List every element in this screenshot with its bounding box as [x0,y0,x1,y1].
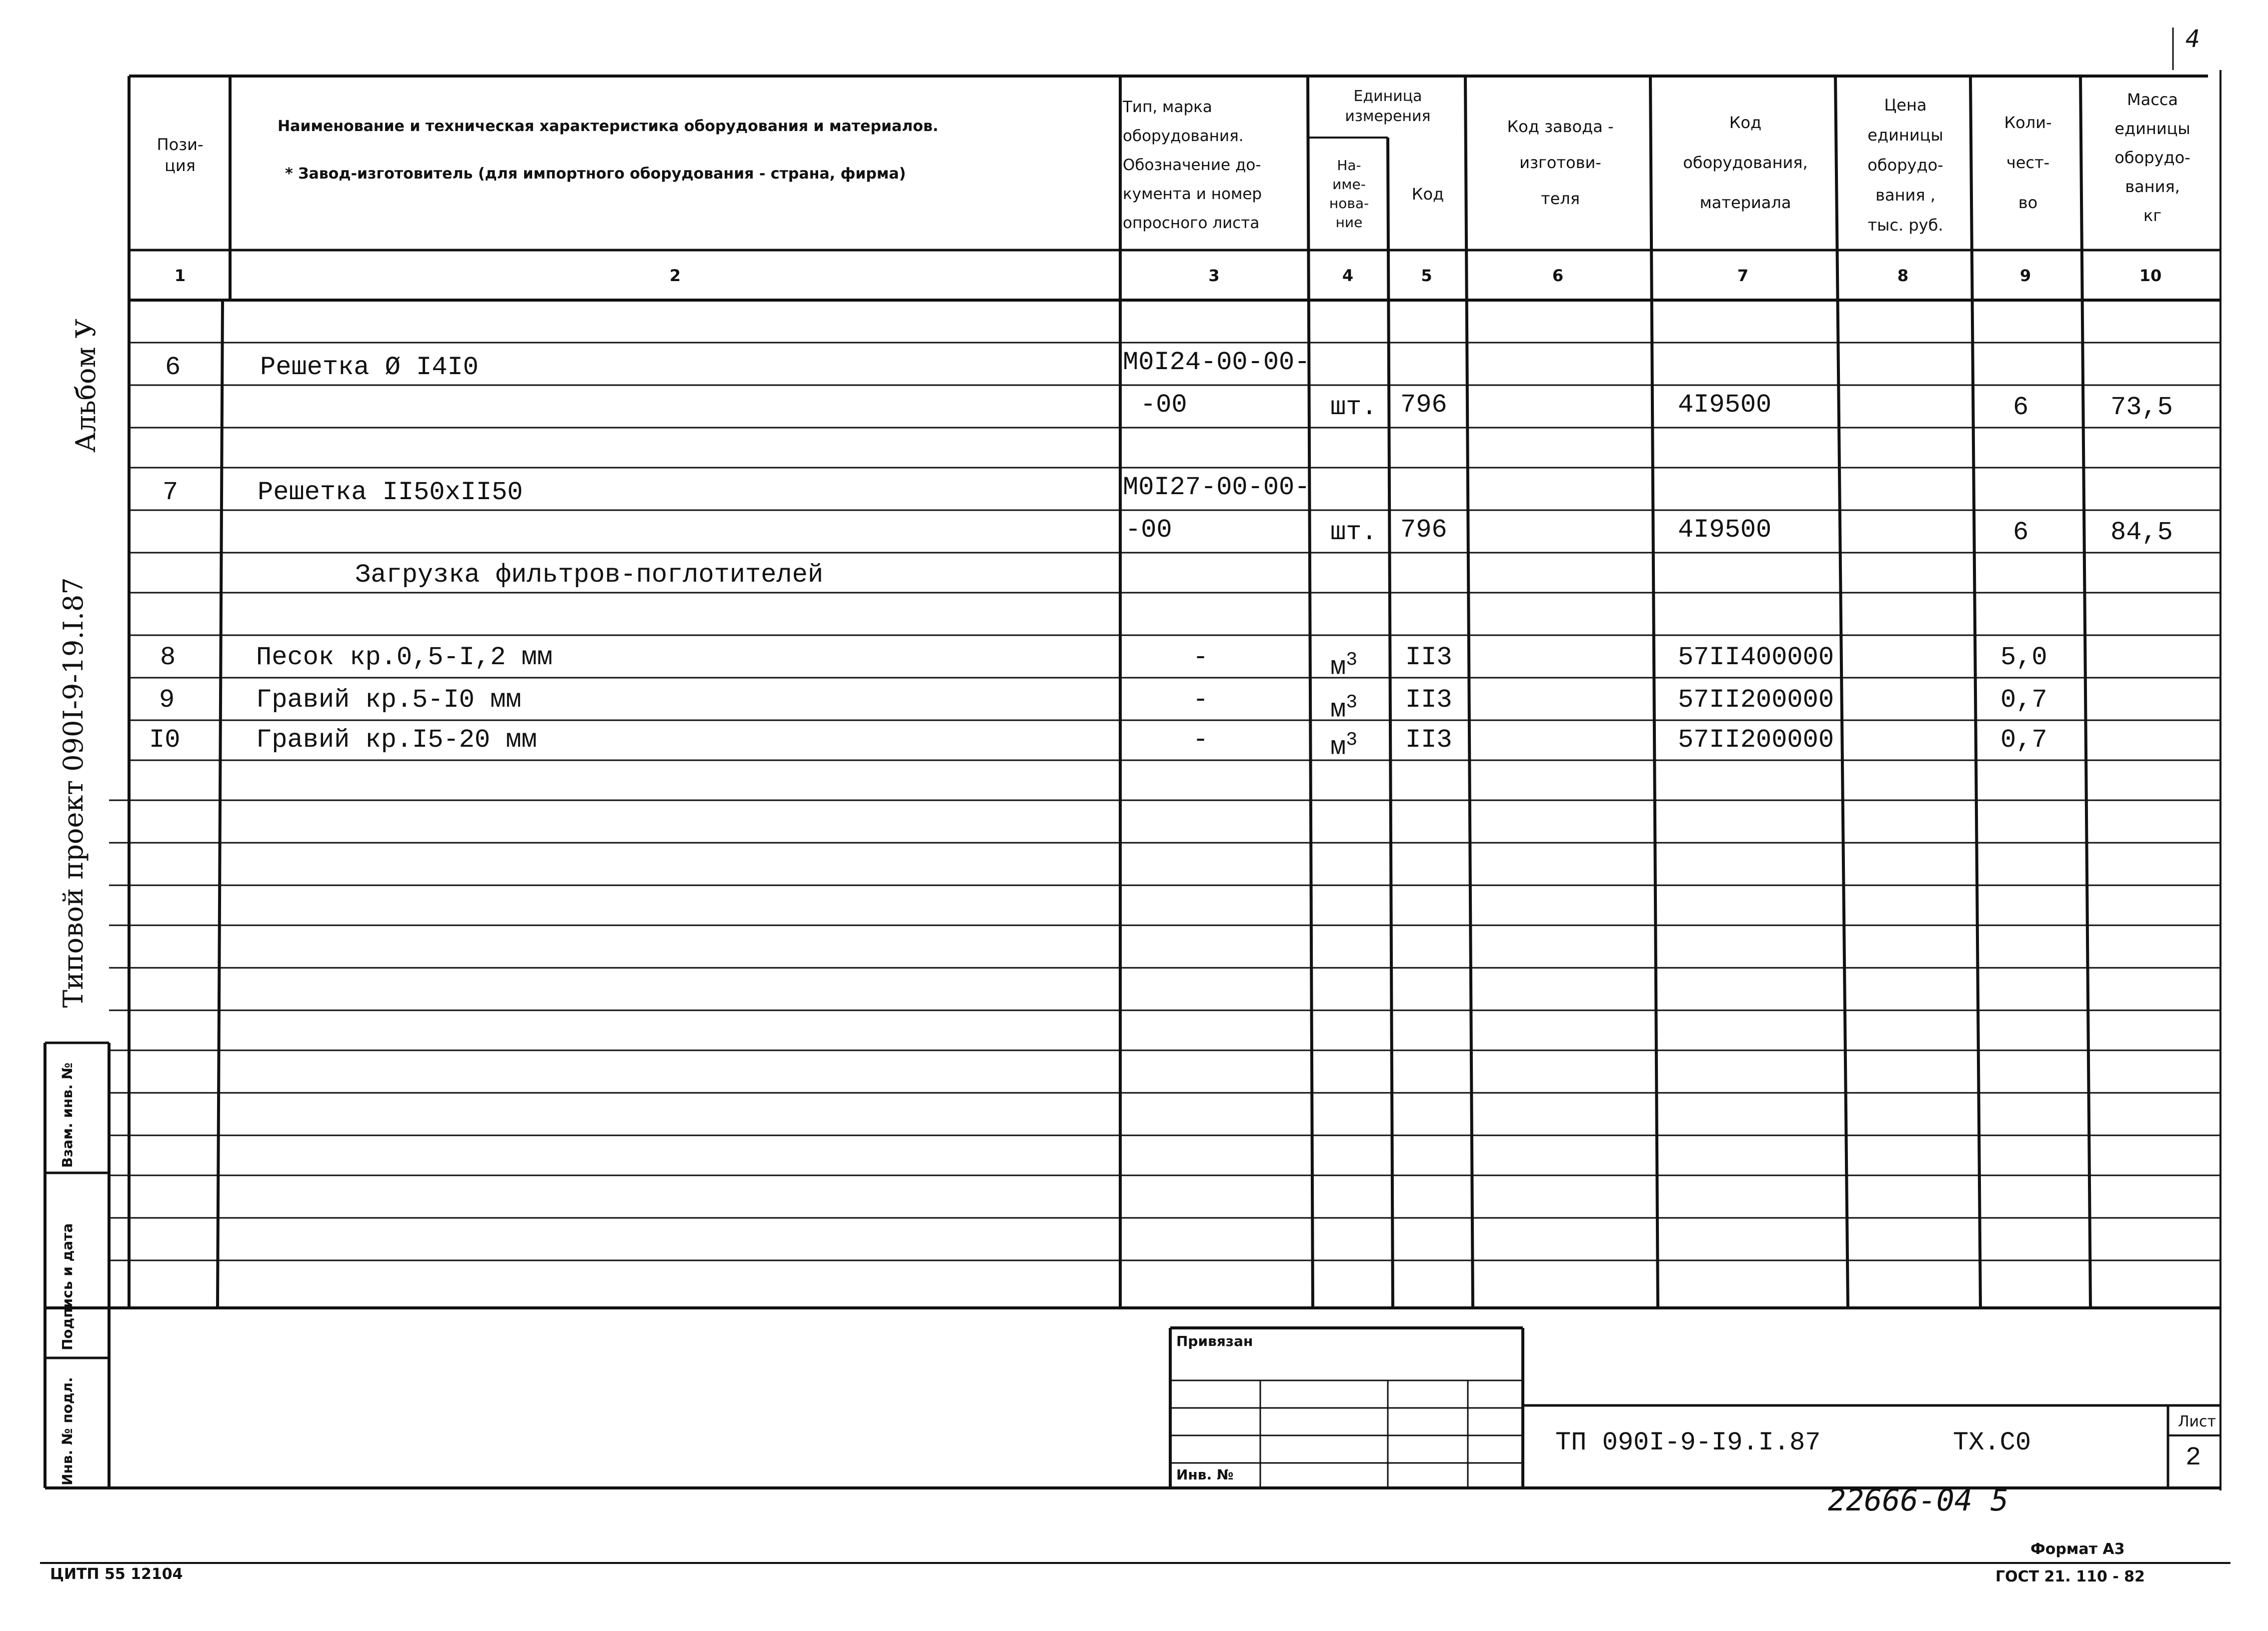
header-name-line1: Наименование и техническая характеристика оборудования и материалов. [278,118,939,135]
column-number: 10 [2139,266,2162,285]
row-unit [1330,645,1357,682]
row-name: Гравий кр.I5-20 мм [256,725,537,755]
row-equipment-code: 57II400000 [1678,643,1834,672]
row-doc: М0I24-00-00- [1123,348,1310,377]
column-number: 7 [1737,266,1749,285]
row-position: 8 [160,643,176,672]
privyazan-label: Привязан [1176,1333,1253,1349]
row-mass: 84,5 [2110,518,2173,547]
header-unit-group: Единица измерения [1345,87,1431,125]
stamp-signature-date: Подпись и дата [59,1223,76,1350]
document-mark: ТХ.С0 [1953,1428,2031,1457]
album-label: Альбом У [70,319,102,453]
row-doc: -00 [1140,390,1187,420]
column-number: 6 [1552,266,1564,285]
row-quantity: 6 [2013,518,2029,547]
header-unit-name: На- име- нова- ние [1329,157,1369,231]
row-unit-code: 796 [1400,515,1447,545]
sheet-number: 2 [2185,1443,2201,1472]
unit-superscript: 3 [1346,729,1358,751]
unit-m: м [1330,732,1346,762]
footer-format: Формат А3 [2030,1540,2125,1558]
row-doc: - [1193,643,1209,672]
unit-m: м [1330,695,1346,725]
page-number-mark: 4 [2185,25,2200,53]
project-label: Типовой проект 090I-9-19.I.87 [58,577,89,1008]
stamp-replaced-inv: Взам. инв. № [59,1062,76,1168]
section-title: Загрузка фильтров-поглотителей [355,560,824,590]
row-quantity: 6 [2013,393,2029,422]
row-doc: М0I27-00-00- [1123,473,1310,502]
header-equipment-code: Код оборудования, материала [1683,113,1808,212]
row-unit-code: II3 [1405,725,1452,755]
column-number: 9 [2019,266,2031,285]
unit-superscript: 3 [1346,692,1358,713]
row-name: Песок кр.0,5-I,2 мм [256,643,553,672]
unit-m: м [1330,652,1346,682]
row-position: 7 [163,478,179,507]
row-equipment-code: 57II200000 [1678,685,1834,715]
row-unit: шт. [1330,518,1377,547]
row-unit-code: II3 [1405,643,1452,672]
header-type-mark: Тип, марка оборудования. Обозначение до- кумента и номер опросного листа [1123,98,1262,232]
header-unit-price: Цена единицы оборудо- вания , тыс. руб. [1867,96,1943,235]
row-unit: шт. [1330,393,1377,422]
row-unit [1330,688,1357,725]
header-maker-code: Код завода - изготови- теля [1507,117,1614,208]
row-doc: - [1193,725,1209,755]
header-mass: Масса единицы оборудо- вания, кг [2114,90,2190,225]
row-unit [1330,725,1357,762]
header-quantity: Коли- чест- во [2004,113,2052,212]
row-mass: 73,5 [2110,393,2173,422]
row-position: I0 [149,725,181,755]
row-equipment-code: 4I9500 [1678,515,1772,545]
row-quantity: 0,7 [2000,685,2047,715]
row-unit-code: 796 [1400,390,1447,420]
stamp-inv-original: Инв. № подл. [59,1377,76,1485]
column-number: 4 [1342,266,1354,285]
footer-gost: ГОСТ 21. 110 - 82 [1995,1568,2145,1585]
row-equipment-code: 4I9500 [1678,390,1772,420]
row-unit-code: II3 [1405,685,1452,715]
row-doc: -00 [1125,515,1172,545]
footer-left: ЦИТП 55 12104 [50,1565,183,1583]
document-code: ТП 090I-9-I9.I.87 [1555,1428,1821,1457]
row-name: Решетка II50xII50 [258,478,523,507]
row-doc: - [1193,685,1209,715]
inv-no-label: Инв. № [1176,1466,1234,1483]
column-number: 8 [1897,266,1909,285]
column-number: 3 [1208,266,1220,285]
row-quantity: 5,0 [2000,643,2047,672]
row-name: Гравий кр.5-I0 мм [256,685,522,715]
row-equipment-code: 57II200000 [1678,725,1834,755]
header-position: Пози- ция [157,135,204,175]
header-name-line2: * Завод-изготовитель (для импортного оборудования - страна, фирма) [285,165,906,183]
sheet-label: Лист [2178,1413,2216,1430]
column-number: 5 [1421,266,1432,285]
header-unit-code: Код [1411,184,1444,204]
row-name: Решетка Ø I4I0 [260,353,479,382]
column-number: 2 [669,266,681,285]
unit-superscript: 3 [1346,649,1358,671]
column-number: 1 [174,266,186,285]
row-quantity: 0,7 [2000,725,2047,755]
handwritten-number: 22666-04 5 [1828,1483,2009,1518]
row-position: 9 [159,685,175,715]
row-position: 6 [165,353,181,382]
